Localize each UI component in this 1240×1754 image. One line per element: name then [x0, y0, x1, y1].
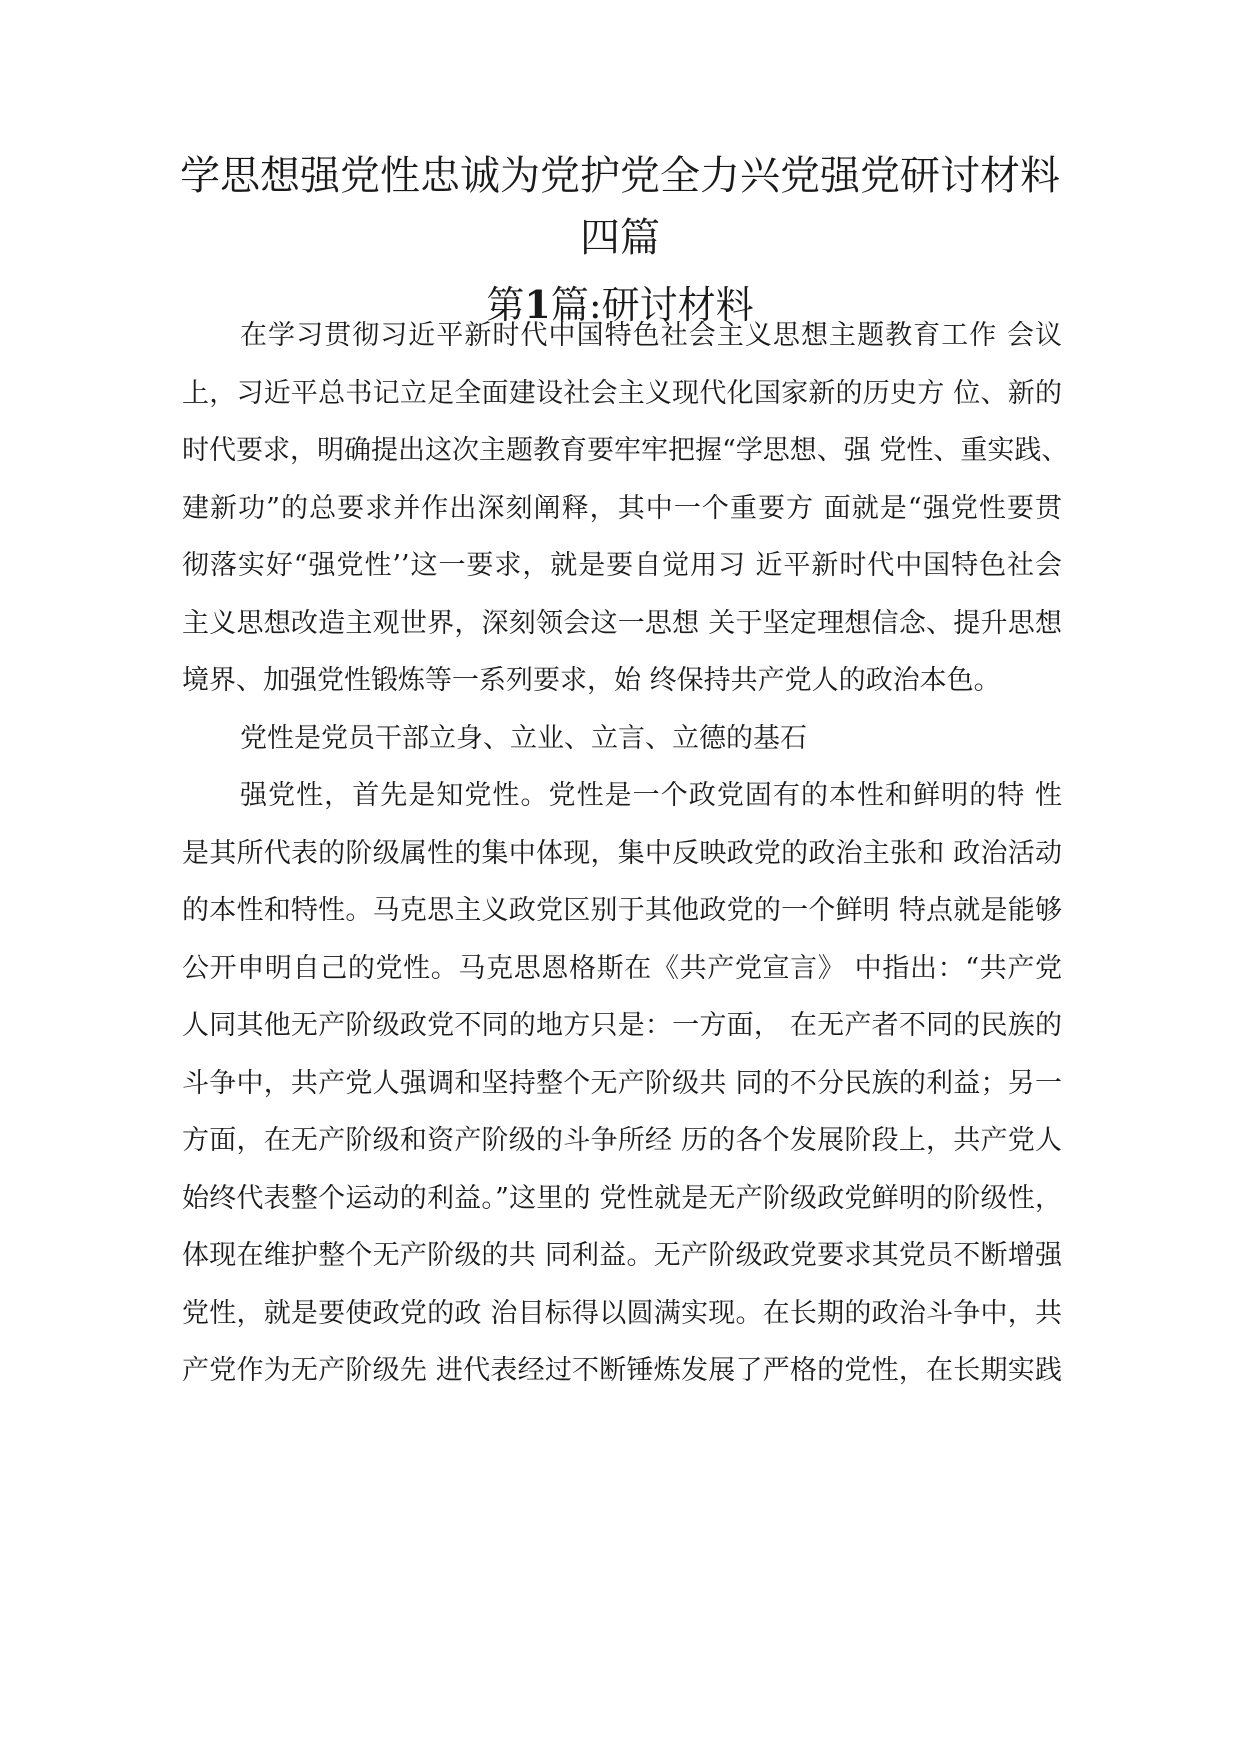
section-heading: 党性是党员干部立身、立业、立言、立德的基石	[240, 723, 807, 754]
paragraph-line: 的本性和特性。马克思主义政党区别于其他政党的一个鲜明 特点就是能够	[182, 895, 1062, 926]
paragraph-line: 体现在维护整个无产阶级的共 同利益。无产阶级政党要求其党员不断增强	[182, 1240, 1062, 1271]
subtitle-suffix: 篇:研讨材料	[550, 283, 754, 327]
paragraph-line: 境界、加强党性锻炼等一系列要求，始 终保持共产党人的政治本色。	[182, 665, 1001, 696]
paragraph-line: 方面，在无产阶级和资产阶级的斗争所经 历的各个发展阶段上，共产党人	[182, 1125, 1062, 1156]
document-title-line-1: 学思想强党性忠诚为党护党全力兴党强党研讨材料	[180, 153, 1060, 199]
document-title-line-2: 四篇	[580, 215, 660, 261]
paragraph-line: 人同其他无产阶级政党不同的地方只是：一方面， 在无产者不同的民族的	[182, 1010, 1062, 1041]
subtitle-prefix: 第	[486, 283, 525, 327]
paragraph-line: 上，习近平总书记立足全面建设社会主义现代化国家新的历史方 位、新的	[182, 378, 1062, 409]
paragraph-line: 强党性，首先是知党性。党性是一个政党固有的本性和鲜明的特 性	[240, 780, 1062, 811]
paragraph-line: 在学习贯彻习近平新时代中国特色社会主义思想主题教育工作 会议	[240, 320, 1062, 351]
paragraph-line: 是其所代表的阶级属性的集中体现，集中反映政党的政治主张和 政治活动	[182, 838, 1062, 869]
paragraph-line: 公开申明自己的党性。马克思恩格斯在《共产党宣言》 中指出：“共产党	[182, 953, 1062, 984]
paragraph-line: 斗争中，共产党人强调和坚持整个无产阶级共 同的不分民族的利益；另一	[182, 1068, 1062, 1099]
paragraph-line: 党性，就是要使政党的政 治目标得以圆满实现。在长期的政治斗争中，共	[182, 1298, 1062, 1329]
paragraph-line: 主义思想改造主观世界，深刻领会这一思想 关于坚定理想信念、提升思想	[182, 608, 1062, 639]
subtitle-number: 1	[524, 282, 551, 327]
paragraph-line: 时代要求，明确提出这次主题教育要牢牢把握“学思想、强 党性、重实践、	[182, 435, 1069, 466]
paragraph-line: 建新功”的总要求并作出深刻阐释，其中一个重要方 面就是“强党性要贯	[182, 493, 1062, 524]
paragraph-line: 彻落实好“强党性’’这一要求，就是要自觉用习 近平新时代中国特色社会	[182, 550, 1062, 581]
paragraph-line: 始终代表整个运动的利益。”这里的 党性就是无产阶级政党鲜明的阶级性，	[182, 1183, 1062, 1214]
paragraph-line: 产党作为无产阶级先 进代表经过不断锤炼发展了严格的党性，在长期实践	[182, 1355, 1062, 1386]
